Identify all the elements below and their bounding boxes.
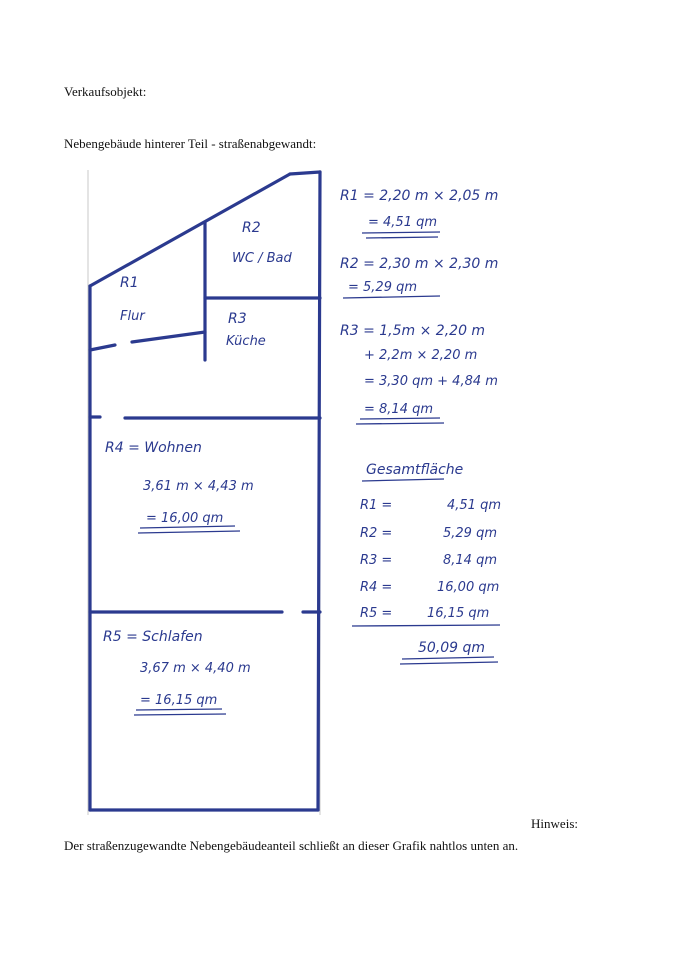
room-r5-title: R5 = Schlafen <box>103 629 203 645</box>
total-row-r3-value: 8,14 qm <box>443 553 497 568</box>
page-label: Verkaufsobjekt: <box>64 84 147 99</box>
footer-note: Der straßenzugewandte Nebengebäudeanteil schließt an dieser Grafik nahtlos unten an. <box>64 838 519 853</box>
room-r3-name: R3 <box>228 311 247 327</box>
page-subtitle: Nebengebäude hinterer Teil - straßenabgewandt: <box>64 136 317 151</box>
calc-r3-result: = 8,14 qm <box>364 402 434 417</box>
room-r5-area: = 16,15 qm <box>140 693 218 708</box>
room-r2-name: R2 <box>242 220 261 236</box>
calc-r2-result: = 5,29 qm <box>348 280 418 295</box>
room-r2-use: WC / Bad <box>232 251 292 266</box>
total-row-r3-label: R3 = <box>360 553 393 568</box>
total-row-r2-label: R2 = <box>360 526 393 541</box>
room-r1-use: Flur <box>120 309 145 324</box>
hint-label: Hinweis: <box>531 816 578 831</box>
room-r3-use: Küche <box>226 334 266 349</box>
calc-r1-formula: R1 = 2,20 m × 2,05 m <box>340 188 499 204</box>
total-area-summary <box>352 462 501 664</box>
calc-r1-result: = 4,51 qm <box>368 215 438 230</box>
total-row-r5-label: R5 = <box>360 606 393 621</box>
total-row-r1-value: 4,51 qm <box>447 498 501 513</box>
total-row-r4-label: R4 = <box>360 580 393 595</box>
total-row-r1-label: R1 = <box>360 498 393 513</box>
total-row-r4-value: 16,00 qm <box>437 580 500 595</box>
room-r1-name: R1 <box>120 275 139 291</box>
total-row-r2-value: 5,29 qm <box>443 526 497 541</box>
calc-r3-plus: + 2,2m × 2,20 m <box>364 348 478 363</box>
calc-r2-formula: R2 = 2,30 m × 2,30 m <box>340 256 499 272</box>
total-row-r5-value: 16,15 qm <box>427 606 490 621</box>
total-sum: 50,09 qm <box>418 640 486 656</box>
total-heading: Gesamtfläche <box>366 462 464 478</box>
calc-r3-sum: = 3,30 qm + 4,84 m <box>364 374 498 389</box>
calc-r3-formula: R3 = 1,5m × 2,20 m <box>340 323 486 339</box>
room-r5-dims: 3,67 m × 4,40 m <box>140 661 251 676</box>
room-r4-area: = 16,00 qm <box>146 511 224 526</box>
room-r4-title: R4 = Wohnen <box>105 440 202 456</box>
area-calculations <box>340 188 498 424</box>
room-r4-dims: 3,61 m × 4,43 m <box>143 479 254 494</box>
